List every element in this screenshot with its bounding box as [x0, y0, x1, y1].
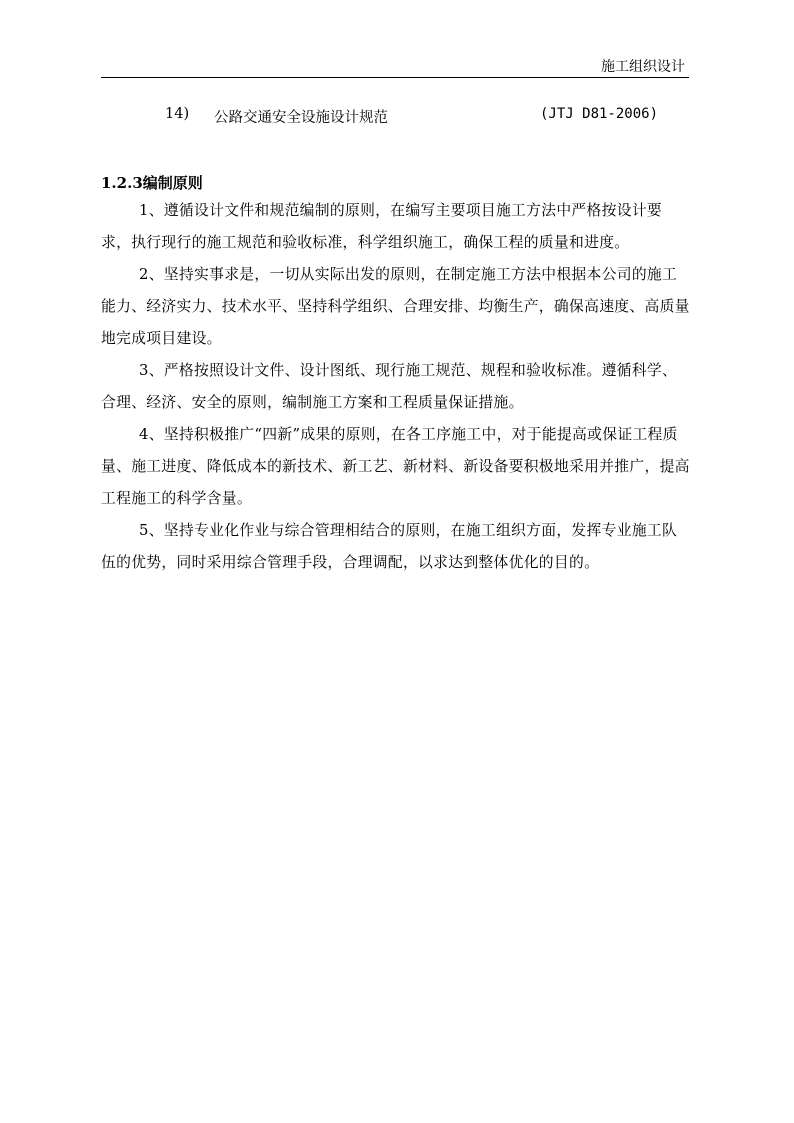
reference-number: 14) [165, 106, 190, 122]
reference-item [0, 106, 794, 126]
paragraph-4: 4、坚持积极推广“四新”成果的原则，在各工序施工中，对于能提高或保证工程质量、施工进度、降低成本的新技术、新工艺、新材料、新设备要积极地采用并推广，提高工程施工的科学含量。 [101, 426, 690, 507]
page-header [101, 56, 689, 76]
reference-name: 公路交通安全设施设计规范 [214, 110, 388, 126]
header-title: 施工组织设计 [601, 59, 685, 75]
section-heading: 1.2.3编制原则 [101, 174, 203, 192]
paragraph-2: 2、坚持实事求是，一切从实际出发的原则，在制定施工方法中根据本公司的施工能力、经济实力、技术水平、坚持科学组织、合理安排、均衡生产，确保高速度、高质量地完成项目建设。 [101, 266, 690, 347]
paragraph-5: 5、坚持专业化作业与综合管理相结合的原则，在施工组织方面，发挥专业施工队伍的优势，同时采用综合管理手段，合理调配，以求达到整体优化的目的。 [101, 522, 678, 571]
header-divider [101, 77, 689, 78]
paragraph-3: 3、严格按照设计文件、设计图纸、现行施工规范、规程和验收标准。遵循科学、合理、经济、安全的原则，编制施工方案和工程质量保证措施。 [101, 362, 678, 411]
reference-code: (JTJ D81-2006) [540, 106, 659, 122]
paragraph-1: 1、遵循设计文件和规范编制的原则，在编写主要项目施工方法中严格按设计要求，执行现行的施工规范和验收标准，科学组织施工，确保工程的质量和进度。 [101, 202, 663, 251]
